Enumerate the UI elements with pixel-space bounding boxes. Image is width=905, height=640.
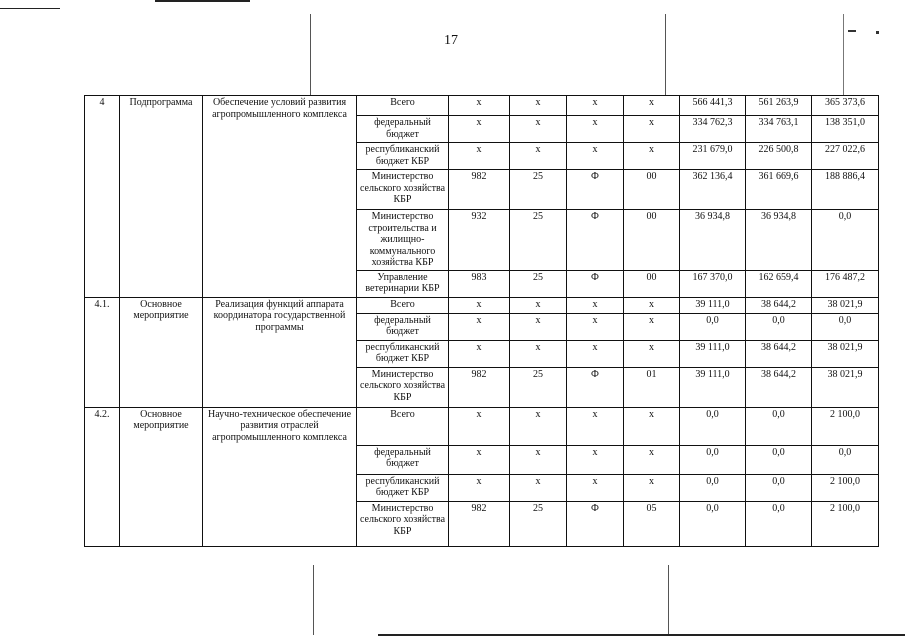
amount-cell: 0,0 <box>746 445 812 474</box>
code-cell: 25 <box>510 367 567 407</box>
code-cell: х <box>510 445 567 474</box>
code-cell: 25 <box>510 270 567 297</box>
amount-cell: 2 100,0 <box>812 474 879 501</box>
code-cell: 932 <box>449 210 510 271</box>
code-cell: х <box>624 96 680 116</box>
amount-cell: 2 100,0 <box>812 407 879 445</box>
amount-cell: 38 644,2 <box>746 367 812 407</box>
code-cell: х <box>567 407 624 445</box>
scan-artifact-top-rule <box>155 0 250 2</box>
table-row <box>85 96 879 116</box>
row-number: 4.2. <box>85 407 120 546</box>
amount-cell: 0,0 <box>812 210 879 271</box>
funding-source: Всего <box>357 297 449 313</box>
code-cell: х <box>567 340 624 367</box>
amount-cell: 0,0 <box>746 474 812 501</box>
funding-source: Министерство сельского хозяйства КБР <box>357 501 449 546</box>
amount-cell: 38 021,9 <box>812 367 879 407</box>
code-cell: 25 <box>510 501 567 546</box>
code-cell: х <box>510 116 567 143</box>
amount-cell: 167 370,0 <box>680 270 746 297</box>
table-row <box>85 297 879 313</box>
funding-source: Министерство сельского хозяйства КБР <box>357 170 449 210</box>
amount-cell: 226 500,8 <box>746 143 812 170</box>
amount-cell: 0,0 <box>680 407 746 445</box>
code-cell: х <box>624 445 680 474</box>
code-cell: х <box>510 474 567 501</box>
code-cell: х <box>510 313 567 340</box>
code-cell: х <box>567 143 624 170</box>
amount-cell: 365 373,6 <box>812 96 879 116</box>
code-cell: х <box>567 474 624 501</box>
funding-source: Министерство сельского хозяйства КБР <box>357 367 449 407</box>
code-cell: Ф <box>567 367 624 407</box>
amount-cell: 2 100,0 <box>812 501 879 546</box>
code-cell: х <box>624 116 680 143</box>
code-cell: 01 <box>624 367 680 407</box>
code-cell: х <box>624 474 680 501</box>
amount-cell: 334 762,3 <box>680 116 746 143</box>
funding-source: республиканский бюджет КБР <box>357 340 449 367</box>
amount-cell: 0,0 <box>746 501 812 546</box>
amount-cell: 334 763,1 <box>746 116 812 143</box>
funding-source: Всего <box>357 96 449 116</box>
table-row <box>85 407 879 445</box>
code-cell: 982 <box>449 170 510 210</box>
amount-cell: 566 441,3 <box>680 96 746 116</box>
code-cell: х <box>624 407 680 445</box>
row-name: Обеспечение условий развития агропромышленного комплекса <box>203 96 357 298</box>
code-cell: х <box>624 313 680 340</box>
code-cell: х <box>449 313 510 340</box>
amount-cell: 188 886,4 <box>812 170 879 210</box>
amount-cell: 361 669,6 <box>746 170 812 210</box>
code-cell: 983 <box>449 270 510 297</box>
amount-cell: 38 021,9 <box>812 297 879 313</box>
code-cell: х <box>510 340 567 367</box>
amount-cell: 138 351,0 <box>812 116 879 143</box>
code-cell: х <box>449 474 510 501</box>
amount-cell: 36 934,8 <box>746 210 812 271</box>
code-cell: х <box>567 297 624 313</box>
code-cell: 00 <box>624 270 680 297</box>
code-cell: Ф <box>567 210 624 271</box>
scan-artifact-bottom-rule <box>378 634 905 636</box>
code-cell: х <box>624 297 680 313</box>
amount-cell: 38 021,9 <box>812 340 879 367</box>
funding-source: Управление ветеринарии КБР <box>357 270 449 297</box>
code-cell: х <box>449 297 510 313</box>
code-cell: х <box>567 313 624 340</box>
code-cell: 982 <box>449 367 510 407</box>
code-cell: 982 <box>449 501 510 546</box>
amount-cell: 362 136,4 <box>680 170 746 210</box>
code-cell: 25 <box>510 170 567 210</box>
amount-cell: 0,0 <box>680 313 746 340</box>
code-cell: х <box>567 445 624 474</box>
amount-cell: 0,0 <box>812 313 879 340</box>
scan-artifact-top-left <box>0 8 60 9</box>
row-type: Основное мероприятие <box>120 297 203 407</box>
row-type: Основное мероприятие <box>120 407 203 546</box>
scan-artifact-vertical-5 <box>668 565 669 635</box>
amount-cell: 39 111,0 <box>680 367 746 407</box>
row-name: Реализация функций аппарата координатора государственной программы <box>203 297 357 407</box>
funding-source: республиканский бюджет КБР <box>357 474 449 501</box>
amount-cell: 0,0 <box>680 474 746 501</box>
funding-source: федеральный бюджет <box>357 313 449 340</box>
scan-artifact-vertical-1 <box>310 14 311 96</box>
code-cell: 00 <box>624 170 680 210</box>
scan-artifact-vertical-3 <box>843 14 844 96</box>
code-cell: 00 <box>624 210 680 271</box>
amount-cell: 39 111,0 <box>680 297 746 313</box>
code-cell: Ф <box>567 501 624 546</box>
scan-artifact-vertical-2 <box>665 14 666 96</box>
budget-table <box>84 95 879 547</box>
funding-source: Министерство строительства и жилищно-коммунального хозяйства КБР <box>357 210 449 271</box>
amount-cell: 38 644,2 <box>746 340 812 367</box>
funding-source: федеральный бюджет <box>357 445 449 474</box>
amount-cell: 0,0 <box>680 501 746 546</box>
amount-cell: 561 263,9 <box>746 96 812 116</box>
amount-cell: 0,0 <box>812 445 879 474</box>
code-cell: х <box>624 143 680 170</box>
code-cell: х <box>449 340 510 367</box>
amount-cell: 231 679,0 <box>680 143 746 170</box>
amount-cell: 0,0 <box>746 407 812 445</box>
code-cell: х <box>624 340 680 367</box>
code-cell: х <box>567 96 624 116</box>
row-number: 4 <box>85 96 120 298</box>
amount-cell: 0,0 <box>746 313 812 340</box>
code-cell: х <box>567 116 624 143</box>
funding-source: республиканский бюджет КБР <box>357 143 449 170</box>
code-cell: х <box>449 96 510 116</box>
code-cell: х <box>449 143 510 170</box>
scan-artifact-vertical-4 <box>313 565 314 635</box>
amount-cell: 227 022,6 <box>812 143 879 170</box>
code-cell: 25 <box>510 210 567 271</box>
row-name: Научно-техническое обеспечение развития отраслей агропромышленного комплекса <box>203 407 357 546</box>
code-cell: х <box>510 407 567 445</box>
amount-cell: 36 934,8 <box>680 210 746 271</box>
amount-cell: 39 111,0 <box>680 340 746 367</box>
code-cell: х <box>449 445 510 474</box>
page-number: 17 <box>444 33 458 48</box>
scan-artifact-top-right <box>848 30 856 32</box>
row-number: 4.1. <box>85 297 120 407</box>
amount-cell: 0,0 <box>680 445 746 474</box>
code-cell: Ф <box>567 270 624 297</box>
amount-cell: 38 644,2 <box>746 297 812 313</box>
code-cell: 05 <box>624 501 680 546</box>
amount-cell: 162 659,4 <box>746 270 812 297</box>
code-cell: х <box>510 297 567 313</box>
code-cell: Ф <box>567 170 624 210</box>
code-cell: х <box>449 407 510 445</box>
funding-source: Всего <box>357 407 449 445</box>
code-cell: х <box>510 143 567 170</box>
funding-source: федеральный бюджет <box>357 116 449 143</box>
row-type: Подпрограмма <box>120 96 203 298</box>
code-cell: х <box>449 116 510 143</box>
amount-cell: 176 487,2 <box>812 270 879 297</box>
code-cell: х <box>510 96 567 116</box>
scan-artifact-top-right-dot <box>876 31 879 34</box>
